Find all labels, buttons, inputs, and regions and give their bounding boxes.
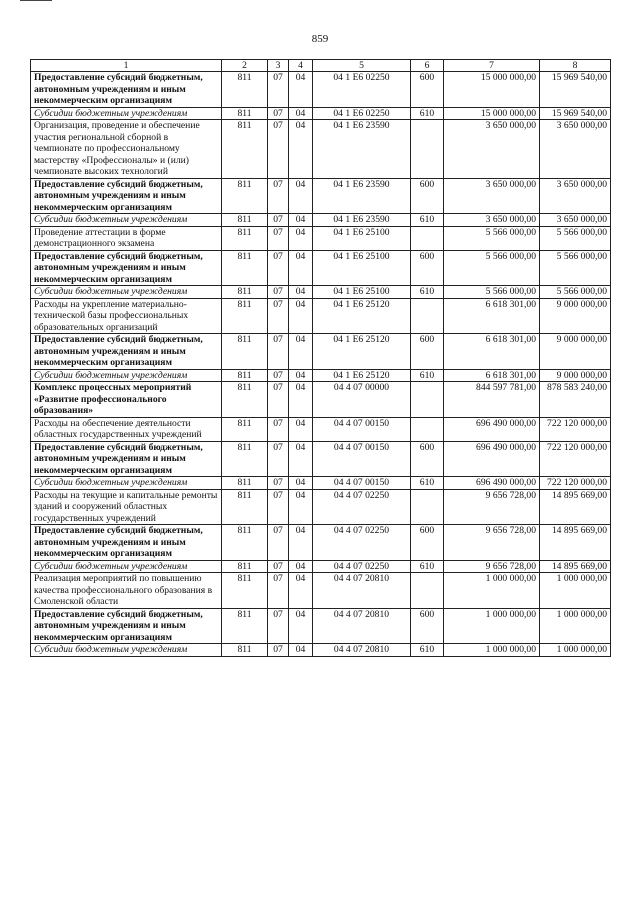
subsection-cell: 04 (289, 286, 313, 299)
amount-year2-cell: 722 120 000,00 (540, 441, 611, 477)
section-cell: 07 (268, 72, 289, 108)
amount-year2-cell: 15 969 540,00 (540, 107, 611, 120)
target-article-cell: 04 4 07 20810 (313, 644, 411, 657)
expense-type-cell: 610 (411, 107, 444, 120)
amount-year2-cell: 14 895 669,00 (540, 560, 611, 573)
amount-year2-cell: 1 000 000,00 (540, 608, 611, 644)
table-row (31, 286, 611, 299)
section-cell: 07 (268, 560, 289, 573)
admin-code-cell: 811 (222, 334, 268, 370)
target-article-cell: 04 1 Е6 25120 (313, 334, 411, 370)
subsection-cell: 04 (289, 441, 313, 477)
section-cell: 07 (268, 178, 289, 214)
description-cell: Проведение аттестации в форме демонстрационного экзамена (31, 226, 222, 250)
admin-code-cell: 811 (222, 298, 268, 334)
budget-table (30, 59, 611, 657)
target-article-cell: 04 1 Е6 02250 (313, 72, 411, 108)
admin-code-cell: 811 (222, 120, 268, 179)
description-cell: Расходы на обеспечение деятельности областных государственных учреждений (31, 417, 222, 441)
subsection-cell: 04 (289, 334, 313, 370)
target-article-cell: 04 1 Е6 23590 (313, 178, 411, 214)
table-row (31, 644, 611, 657)
subsection-cell: 04 (289, 477, 313, 490)
subsection-cell: 04 (289, 573, 313, 609)
page-number: 859 (311, 33, 329, 45)
section-cell: 07 (268, 489, 289, 525)
amount-year1-cell: 3 650 000,00 (444, 120, 540, 179)
header-cell-1: 1 (31, 60, 222, 72)
table-row (31, 382, 611, 418)
header-cell-5: 5 (313, 60, 411, 72)
expense-type-cell: 610 (411, 644, 444, 657)
subsection-cell: 04 (289, 72, 313, 108)
table-row (31, 608, 611, 644)
admin-code-cell: 811 (222, 417, 268, 441)
section-cell: 07 (268, 477, 289, 490)
section-cell: 07 (268, 573, 289, 609)
admin-code-cell: 811 (222, 644, 268, 657)
amount-year2-cell: 3 650 000,00 (540, 120, 611, 179)
table-row (31, 250, 611, 286)
corner-mark (20, 0, 52, 1)
target-article-cell: 04 1 Е6 25120 (313, 298, 411, 334)
description-cell: Предоставление субсидий бюджетным, автономным учреждениям и иным некоммерческим организациям (31, 334, 222, 370)
section-cell: 07 (268, 286, 289, 299)
section-cell: 07 (268, 417, 289, 441)
table-row (31, 107, 611, 120)
admin-code-cell: 811 (222, 107, 268, 120)
amount-year1-cell: 15 000 000,00 (444, 72, 540, 108)
amount-year1-cell: 3 650 000,00 (444, 214, 540, 227)
amount-year1-cell: 9 656 728,00 (444, 489, 540, 525)
admin-code-cell: 811 (222, 560, 268, 573)
header-cell-4: 4 (289, 60, 313, 72)
amount-year2-cell: 5 566 000,00 (540, 286, 611, 299)
admin-code-cell: 811 (222, 489, 268, 525)
target-article-cell: 04 1 Е6 25100 (313, 250, 411, 286)
amount-year1-cell: 5 566 000,00 (444, 286, 540, 299)
amount-year1-cell: 696 490 000,00 (444, 417, 540, 441)
description-cell: Предоставление субсидий бюджетным, автономным учреждениям и иным некоммерческим организациям (31, 72, 222, 108)
description-cell: Предоставление субсидий бюджетным, автономным учреждениям и иным некоммерческим организациям (31, 525, 222, 561)
table-row (31, 178, 611, 214)
section-cell: 07 (268, 369, 289, 382)
admin-code-cell: 811 (222, 382, 268, 418)
section-cell: 07 (268, 441, 289, 477)
table-row (31, 334, 611, 370)
description-cell: Субсидии бюджетным учреждениям (31, 286, 222, 299)
amount-year2-cell: 3 650 000,00 (540, 214, 611, 227)
description-cell: Предоставление субсидий бюджетным, автономным учреждениям и иным некоммерческим организациям (31, 178, 222, 214)
amount-year1-cell: 844 597 781,00 (444, 382, 540, 418)
amount-year2-cell: 9 000 000,00 (540, 369, 611, 382)
subsection-cell: 04 (289, 178, 313, 214)
expense-type-cell: 610 (411, 214, 444, 227)
subsection-cell: 04 (289, 369, 313, 382)
subsection-cell: 04 (289, 382, 313, 418)
amount-year2-cell: 14 895 669,00 (540, 525, 611, 561)
subsection-cell: 04 (289, 120, 313, 179)
amount-year2-cell: 15 969 540,00 (540, 72, 611, 108)
table-row (31, 369, 611, 382)
amount-year1-cell: 9 656 728,00 (444, 560, 540, 573)
target-article-cell: 04 4 07 20810 (313, 573, 411, 609)
admin-code-cell: 811 (222, 178, 268, 214)
table-row (31, 214, 611, 227)
expense-type-cell: 610 (411, 560, 444, 573)
expense-type-cell (411, 382, 444, 418)
target-article-cell: 04 4 07 00150 (313, 477, 411, 490)
admin-code-cell: 811 (222, 477, 268, 490)
expense-type-cell (411, 298, 444, 334)
admin-code-cell: 811 (222, 72, 268, 108)
amount-year2-cell: 5 566 000,00 (540, 250, 611, 286)
description-cell: Субсидии бюджетным учреждениям (31, 644, 222, 657)
description-cell: Субсидии бюджетным учреждениям (31, 560, 222, 573)
amount-year1-cell: 9 656 728,00 (444, 525, 540, 561)
expense-type-cell: 610 (411, 286, 444, 299)
header-cell-6: 6 (411, 60, 444, 72)
target-article-cell: 04 1 Е6 02250 (313, 107, 411, 120)
section-cell: 07 (268, 644, 289, 657)
admin-code-cell: 811 (222, 573, 268, 609)
admin-code-cell: 811 (222, 226, 268, 250)
expense-type-cell: 600 (411, 334, 444, 370)
expense-type-cell (411, 226, 444, 250)
description-cell: Реализация мероприятий по повышению качества профессионального образования в Смоленской области (31, 573, 222, 609)
section-cell: 07 (268, 107, 289, 120)
section-cell: 07 (268, 334, 289, 370)
amount-year1-cell: 3 650 000,00 (444, 178, 540, 214)
amount-year1-cell: 1 000 000,00 (444, 573, 540, 609)
amount-year2-cell: 878 583 240,00 (540, 382, 611, 418)
amount-year2-cell: 1 000 000,00 (540, 573, 611, 609)
expense-type-cell: 600 (411, 178, 444, 214)
subsection-cell: 04 (289, 250, 313, 286)
subsection-cell: 04 (289, 525, 313, 561)
target-article-cell: 04 1 Е6 25100 (313, 286, 411, 299)
table-row (31, 573, 611, 609)
subsection-cell: 04 (289, 644, 313, 657)
description-cell: Предоставление субсидий бюджетным, автономным учреждениям и иным некоммерческим организациям (31, 250, 222, 286)
target-article-cell: 04 4 07 00000 (313, 382, 411, 418)
subsection-cell: 04 (289, 417, 313, 441)
expense-type-cell: 610 (411, 369, 444, 382)
target-article-cell: 04 4 07 20810 (313, 608, 411, 644)
section-cell: 07 (268, 525, 289, 561)
header-cell-2: 2 (222, 60, 268, 72)
section-cell: 07 (268, 250, 289, 286)
table-row (31, 298, 611, 334)
target-article-cell: 04 4 07 00150 (313, 417, 411, 441)
amount-year1-cell: 1 000 000,00 (444, 644, 540, 657)
table-row (31, 441, 611, 477)
expense-type-cell: 600 (411, 72, 444, 108)
amount-year2-cell: 9 000 000,00 (540, 298, 611, 334)
admin-code-cell: 811 (222, 525, 268, 561)
expense-type-cell (411, 417, 444, 441)
description-cell: Субсидии бюджетным учреждениям (31, 107, 222, 120)
table-row (31, 417, 611, 441)
amount-year2-cell: 3 650 000,00 (540, 178, 611, 214)
target-article-cell: 04 1 Е6 25100 (313, 226, 411, 250)
amount-year1-cell: 696 490 000,00 (444, 441, 540, 477)
description-cell: Организация, проведение и обеспечение участия региональной сборной в чемпионате по профессиональному мастерству «Профессионалы» и (или) чемпионате высоких технологий (31, 120, 222, 179)
description-cell: Субсидии бюджетным учреждениям (31, 477, 222, 490)
target-article-cell: 04 1 Е6 25120 (313, 369, 411, 382)
section-cell: 07 (268, 120, 289, 179)
expense-type-cell: 610 (411, 477, 444, 490)
target-article-cell: 04 4 07 00150 (313, 441, 411, 477)
description-cell: Предоставление субсидий бюджетным, автономным учреждениям и иным некоммерческим организациям (31, 608, 222, 644)
admin-code-cell: 811 (222, 286, 268, 299)
header-cell-8: 8 (540, 60, 611, 72)
header-cell-3: 3 (268, 60, 289, 72)
subsection-cell: 04 (289, 608, 313, 644)
table-header-row (31, 60, 611, 72)
description-cell: Расходы на укрепление материально-технической базы профессиональных образовательных организаций (31, 298, 222, 334)
header-cell-7: 7 (444, 60, 540, 72)
target-article-cell: 04 1 Е6 23590 (313, 120, 411, 179)
amount-year2-cell: 722 120 000,00 (540, 477, 611, 490)
expense-type-cell: 600 (411, 250, 444, 286)
subsection-cell: 04 (289, 107, 313, 120)
amount-year2-cell: 9 000 000,00 (540, 334, 611, 370)
amount-year2-cell: 14 895 669,00 (540, 489, 611, 525)
admin-code-cell: 811 (222, 214, 268, 227)
description-cell: Предоставление субсидий бюджетным, автономным учреждениям и иным некоммерческим организациям (31, 441, 222, 477)
amount-year1-cell: 15 000 000,00 (444, 107, 540, 120)
table-row (31, 477, 611, 490)
subsection-cell: 04 (289, 560, 313, 573)
expense-type-cell (411, 120, 444, 179)
amount-year1-cell: 5 566 000,00 (444, 250, 540, 286)
admin-code-cell: 811 (222, 608, 268, 644)
target-article-cell: 04 4 07 02250 (313, 560, 411, 573)
section-cell: 07 (268, 608, 289, 644)
amount-year2-cell: 5 566 000,00 (540, 226, 611, 250)
target-article-cell: 04 1 Е6 23590 (313, 214, 411, 227)
section-cell: 07 (268, 298, 289, 334)
expense-type-cell (411, 489, 444, 525)
subsection-cell: 04 (289, 298, 313, 334)
table-row (31, 72, 611, 108)
section-cell: 07 (268, 214, 289, 227)
amount-year1-cell: 6 618 301,00 (444, 369, 540, 382)
section-cell: 07 (268, 226, 289, 250)
description-cell: Субсидии бюджетным учреждениям (31, 214, 222, 227)
amount-year1-cell: 6 618 301,00 (444, 334, 540, 370)
admin-code-cell: 811 (222, 250, 268, 286)
expense-type-cell (411, 573, 444, 609)
table-row (31, 560, 611, 573)
amount-year1-cell: 6 618 301,00 (444, 298, 540, 334)
amount-year1-cell: 5 566 000,00 (444, 226, 540, 250)
table-row (31, 226, 611, 250)
table-row (31, 489, 611, 525)
amount-year2-cell: 722 120 000,00 (540, 417, 611, 441)
description-cell: Расходы на текущие и капитальные ремонты зданий и сооружений областных государственных учреждений (31, 489, 222, 525)
admin-code-cell: 811 (222, 369, 268, 382)
section-cell: 07 (268, 382, 289, 418)
target-article-cell: 04 4 07 02250 (313, 525, 411, 561)
subsection-cell: 04 (289, 214, 313, 227)
expense-type-cell: 600 (411, 608, 444, 644)
amount-year1-cell: 696 490 000,00 (444, 477, 540, 490)
amount-year2-cell: 1 000 000,00 (540, 644, 611, 657)
table-row (31, 525, 611, 561)
expense-type-cell: 600 (411, 441, 444, 477)
table-row (31, 120, 611, 179)
description-cell: Субсидии бюджетным учреждениям (31, 369, 222, 382)
admin-code-cell: 811 (222, 441, 268, 477)
expense-type-cell: 600 (411, 525, 444, 561)
target-article-cell: 04 4 07 02250 (313, 489, 411, 525)
description-cell: Комплекс процессных мероприятий «Развитие профессионального образования» (31, 382, 222, 418)
subsection-cell: 04 (289, 226, 313, 250)
subsection-cell: 04 (289, 489, 313, 525)
amount-year1-cell: 1 000 000,00 (444, 608, 540, 644)
